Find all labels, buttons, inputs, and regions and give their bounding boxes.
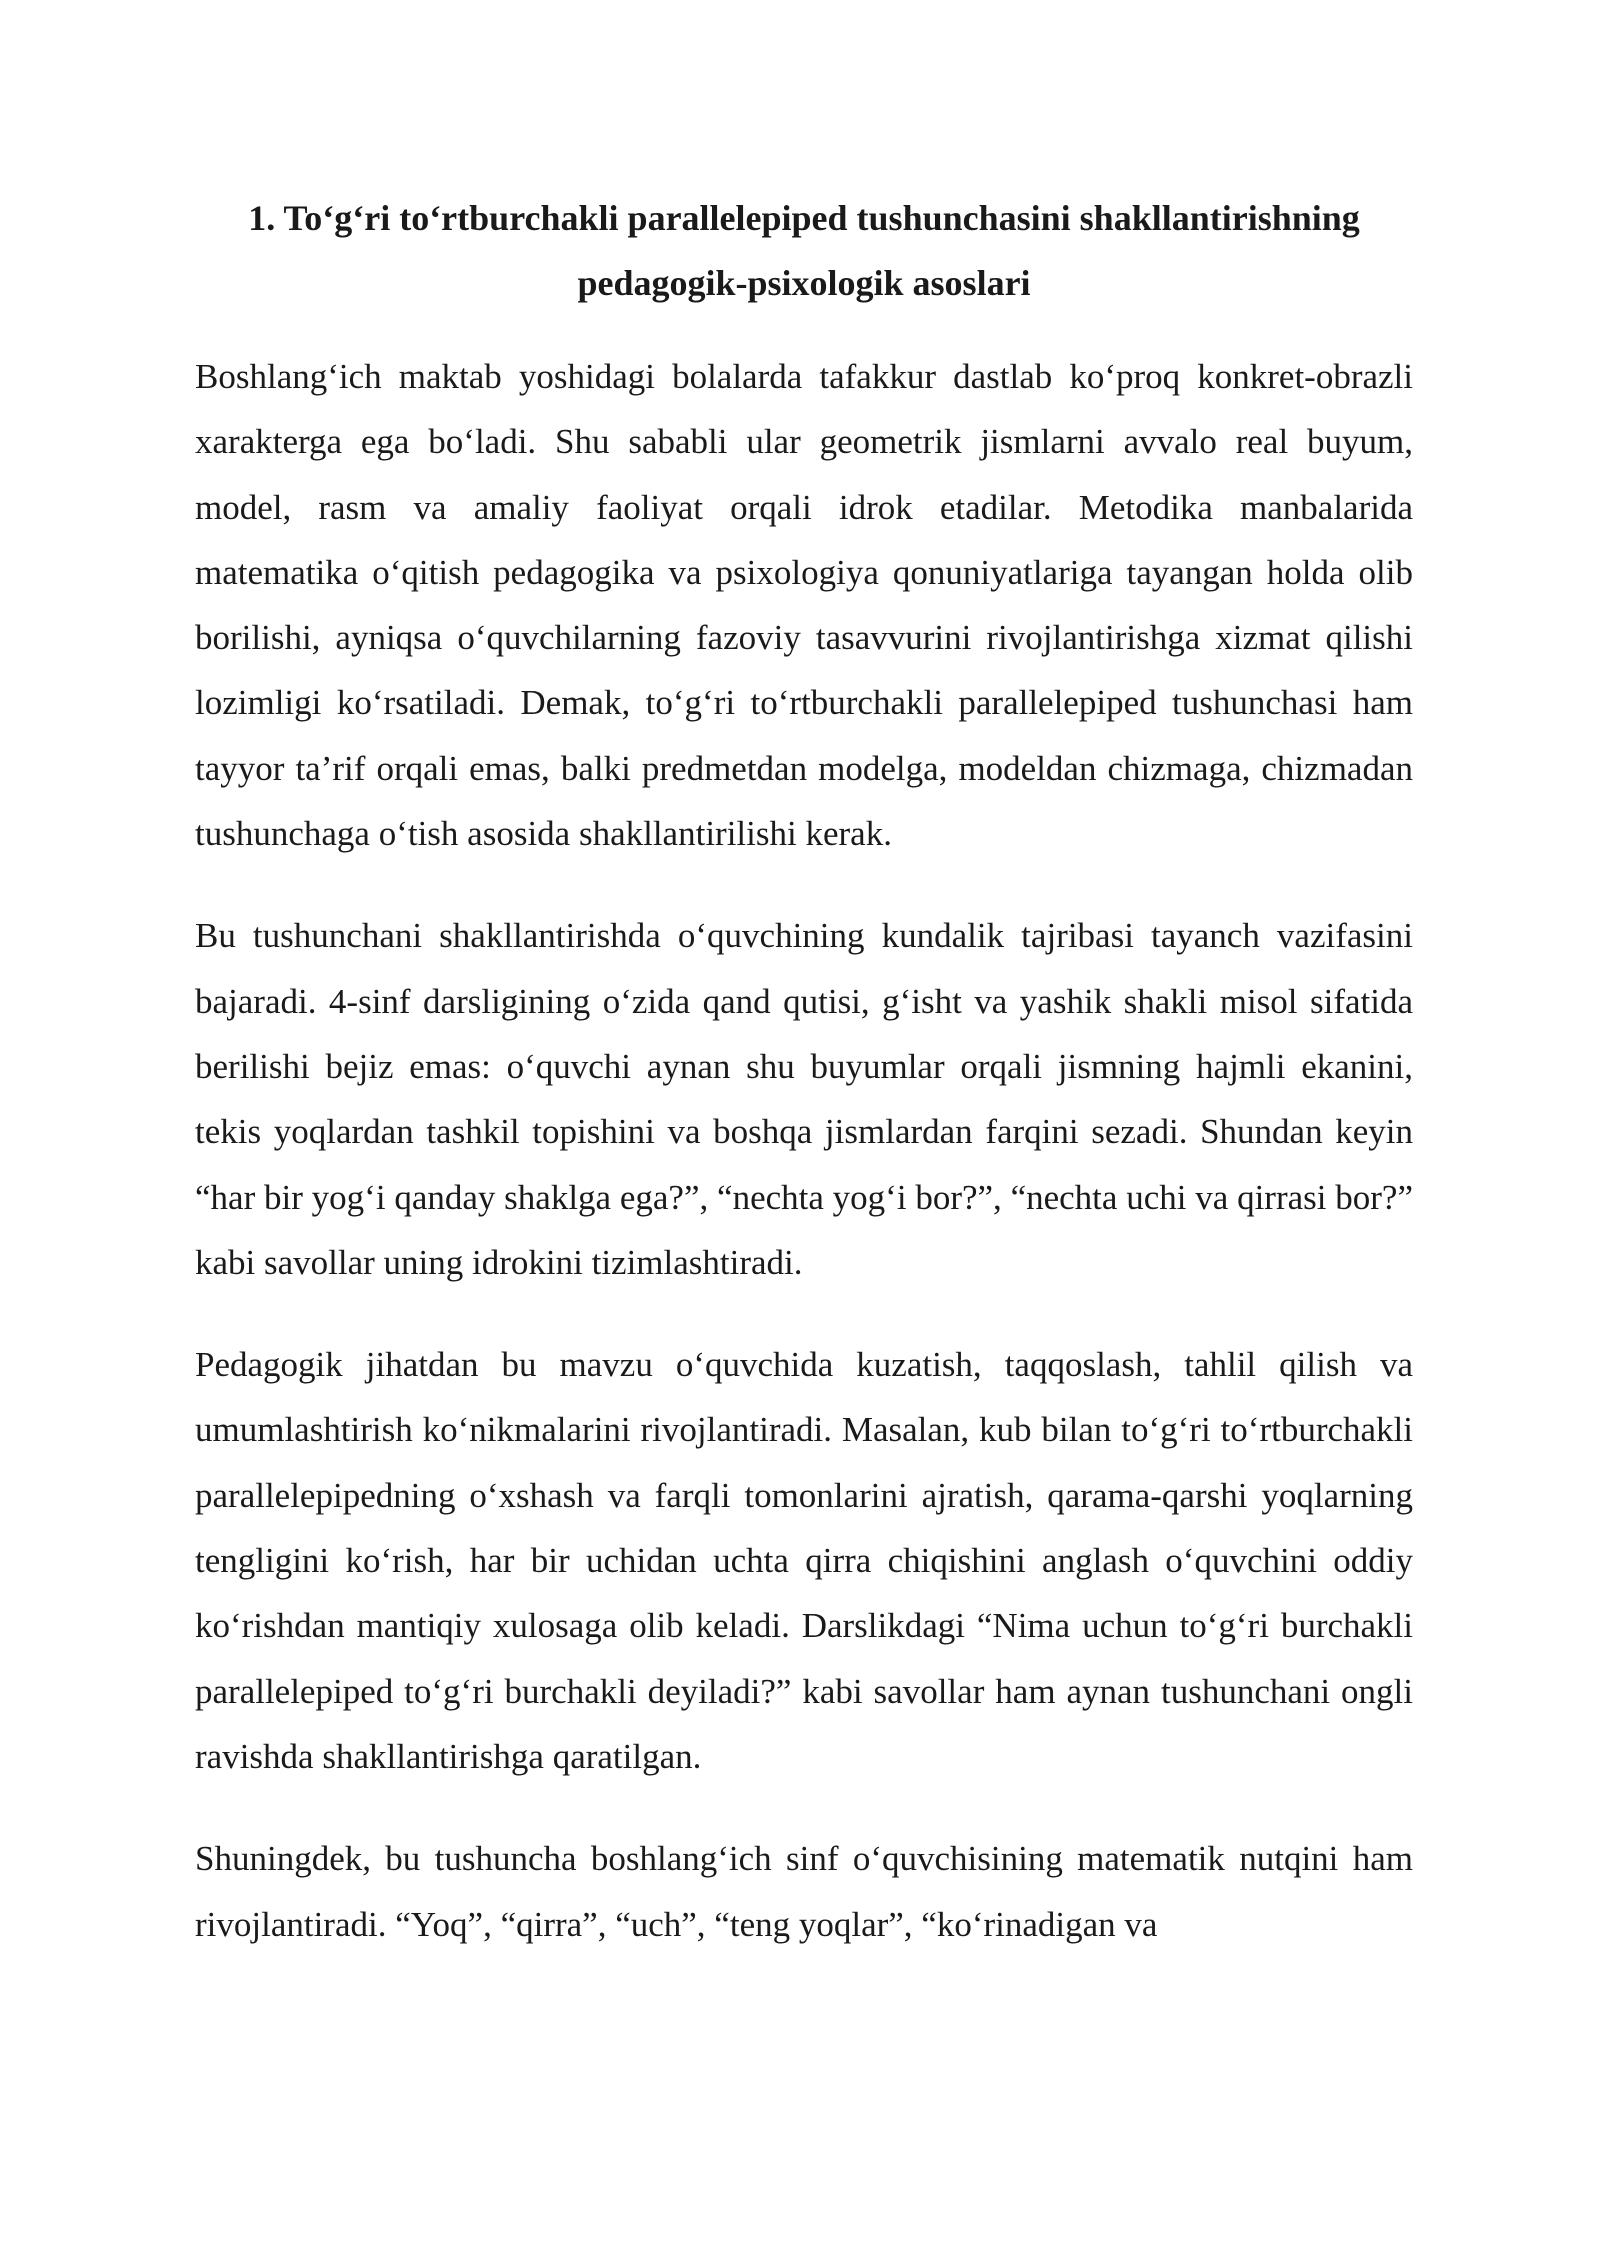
paragraph-1: Boshlang‘ich maktab yoshidagi bolalarda tafakkur dastlab ko‘proq konkret-obrazli xarakterga ega bo‘ladi. Shu sababli ular geometrik jismlarni avvalo real buyum, model, rasm va amaliy faoliyat orqali idrok etadilar. Metodika manbalarida matematika o‘qitish pedagogika va psixologiya qonuniyatlariga tayangan holda olib borilishi, ayniqsa o‘quvchilarning fazoviy tasavvurini rivojlantirishga xizmat qilishi lozimligi ko‘rsatiladi. Demak, to‘g‘ri to‘rtburchakli parallelepiped tushunchasi ham tayyor ta’rif orqali emas, balki predmetdan modelga, modeldan chizmaga, chizmadan tushunchaga o‘tish asosida shakllantirilishi kerak.	[195, 357, 1413, 854]
paragraph-2: Bu tushunchani shakllantirishda o‘quvchining kundalik tajribasi tayanch vazifasini bajaradi. 4-sinf darsligining o‘zida qand qutisi, g‘isht va yashik shakli misol sifatida berilishi bejiz emas: o‘quvchi aynan shu buyumlar orqali jismning hajmli ekanini, tekis yoqlardan tashkil topishini va boshqa jismlardan farqini sezadi. Shundan keyin “har bir yog‘i qanday shaklga ega?”, “nechta yog‘i bor?”, “nechta uchi va qirrasi bor?” kabi savollar uning idrokini tizimlashtiradi.	[195, 916, 1413, 1282]
paragraph-4: Shuningdek, bu tushuncha boshlang‘ich sinf o‘quvchisining matematik nutqini ham rivojlantiradi. “Yoq”, “qirra”, “uch”, “teng yoqlar”, “ko‘rinadigan va	[195, 1839, 1413, 1944]
section-heading	[195, 186, 1413, 316]
paragraph-3: Pedagogik jihatdan bu mavzu o‘quvchida kuzatish, taqqoslash, tahlil qilish va umumlashtirish ko‘nikmalarini rivojlantiradi. Masalan, kub bilan to‘g‘ri to‘rtburchakli parallelepipedning o‘xshash va farqli tomonlarini ajratish, qarama-qarshi yoqlarning tengligini ko‘rish, har bir uchidan uchta qirra chiqishini anglash o‘quvchini oddiy ko‘rishdan mantiqiy xulosaga olib keladi. Darslikdagi “Nima uchun to‘g‘ri burchakli parallelepiped to‘g‘ri burchakli deyiladi?” kabi savollar ham aynan tushunchani ongli ravishda shakllantirishga qaratilgan.	[195, 1345, 1413, 1776]
heading-line-1: 1. To‘g‘ri to‘rtburchakli parallelepiped tushunchasini shakllantirishning	[248, 198, 1360, 238]
heading-line-2: pedagogik-psixologik asoslari	[577, 263, 1031, 303]
document-body	[195, 186, 1413, 1994]
